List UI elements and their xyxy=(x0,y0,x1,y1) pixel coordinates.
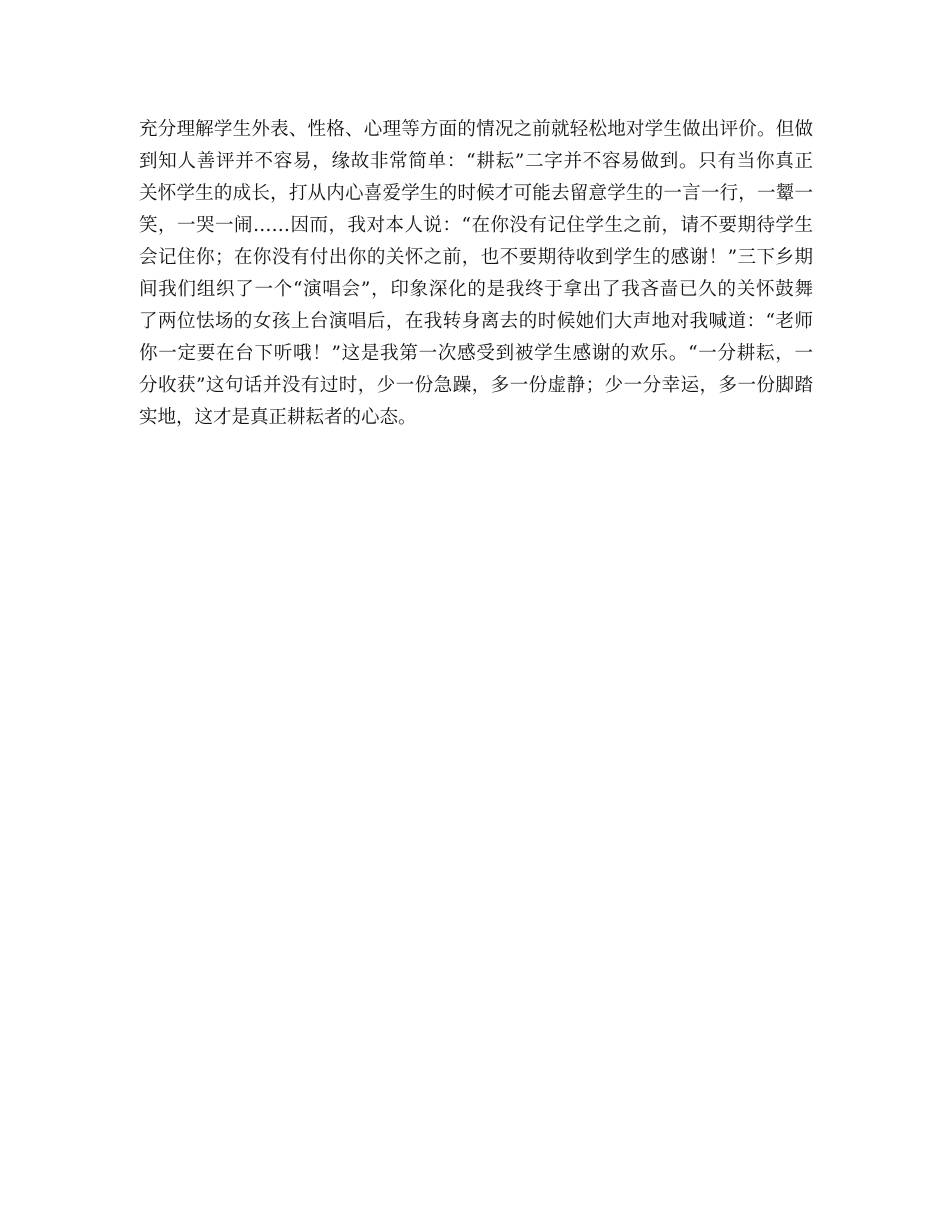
paragraph-line: 充分理解学生外表、性格、心理等方面的情况之前就轻松地对学生做出评价。但做 xyxy=(139,119,813,140)
paragraph-line: 会记住你；在你没有付出你的关怀之前，也不要期待收到学生的感谢！”三下乡期 xyxy=(139,247,813,268)
paragraph-line: 分收获”这句话并没有过时，少一份急躁，多一份虚静；少一分幸运，多一份脚踏 xyxy=(139,375,813,396)
paragraph-line-last: 实地，这才是真正耕耘者的心态。 xyxy=(139,407,417,428)
body-paragraph xyxy=(139,114,813,434)
paragraph-line: 间我们组织了一个“演唱会”，印象深化的是我终于拿出了我吝啬已久的关怀鼓舞 xyxy=(139,279,813,300)
paragraph-line: 笑，一哭一闹……因而，我对本人说：“在你没有记住学生之前，请不要期待学生 xyxy=(139,215,813,236)
paragraph-line: 了两位怯场的女孩上台演唱后，在我转身离去的时候她们大声地对我喊道：“老师 xyxy=(139,311,813,332)
paragraph-line: 你一定要在台下听哦！”这是我第一次感受到被学生感谢的欢乐。“一分耕耘，一 xyxy=(139,343,813,364)
paragraph-line: 关怀学生的成长，打从内心喜爱学生的时候才可能去留意学生的一言一行，一颦一 xyxy=(139,183,813,204)
paragraph-line: 到知人善评并不容易，缘故非常简单：“耕耘”二字并不容易做到。只有当你真正 xyxy=(139,151,813,172)
